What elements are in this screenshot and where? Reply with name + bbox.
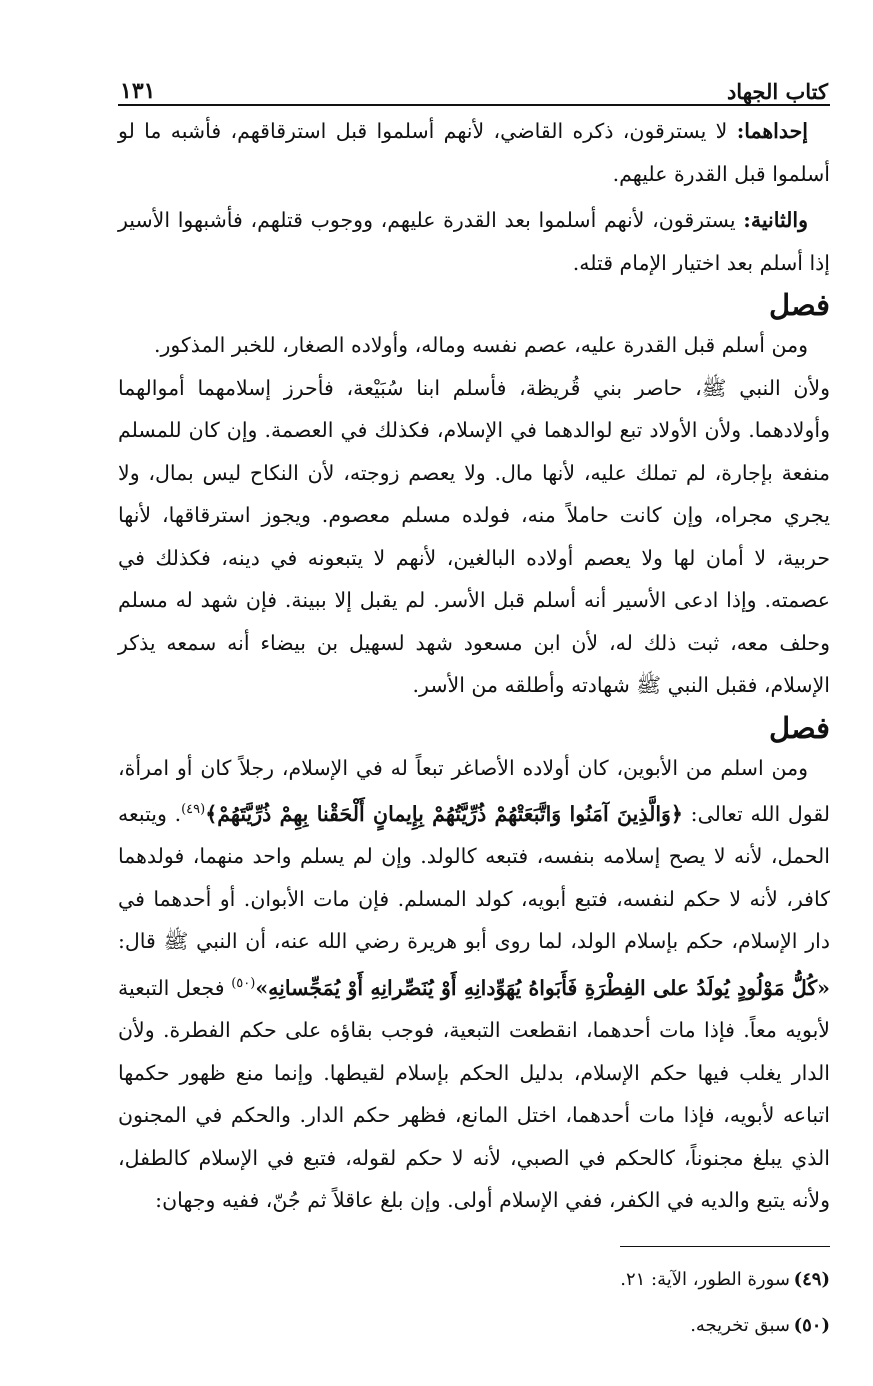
section2-text-middle: . ويتبعه الحمل، لأنه لا يصح إسلامه بنفسه، فتبعه كالولد. وإن لم يسلم واحد منهما، فولدهما كافر، لأنه لا حكم لنفسه، فتبع أبويه، كولد المسلم. فإن مات الأبوان. أو أحدهما في دار الإسلام، حكم بإسلام الولد، لما روى أبو هريرة رضي الله عنه، أن النبي ﷺ قال: [118, 801, 830, 954]
body-text [118, 110, 830, 1222]
footnote-text: سورة الطور، الآية: ٢١. [620, 1268, 790, 1290]
footnote-text: سبق تخريجه. [690, 1314, 790, 1336]
section2-paragraph [118, 747, 830, 1222]
paragraph-first-opinion [118, 110, 830, 195]
page-number: ١٣١ [120, 78, 156, 104]
first-opinion-lead: إحداهما: [736, 119, 808, 143]
second-opinion-lead: والثانية: [743, 208, 808, 232]
footnote-ref-50[interactable]: (٥٠) [231, 975, 256, 991]
section1-paragraph-1: ومن أسلم قبل القدرة عليه، عصم نفسه وماله، وأولاده الصغار، للخبر المذكور. [154, 333, 808, 357]
running-title: كتاب الجهاد [726, 79, 828, 104]
footnote-number: (٤٩) [793, 1268, 830, 1290]
section-heading-2: فصل [769, 710, 830, 745]
hadith-quote: «كُلُّ مَوْلُودٍ يُولَدُ على الفِطْرَةِ فَأَبَواهُ يُهَوِّدانِهِ أَوْ يُنَصِّرانِهِ أَوْ يُمَجِّسانِهِ» [255, 975, 830, 1000]
section2-text-end: فجعل التبعية لأبويه معاً. فإذا مات أحدهما، انقطعت التبعية، فوجب بقاؤه على حكم الفطرة. ولأن الدار يغلب فيها حكم الإسلام، بدليل الحكم بإسلام لقيطها. وإنما منع ظهور حكمها اتباعه لأبويه، فإذا مات أحدهما، اختل المانع، فظهر حكم الدار. والحكم في المجنون الذي يبلغ مجنوناً، كالحكم في الصبي، لأنه لا حكم لقوله، فتبع في الإسلام كالطفل، ولأنه يتبع والديه في الكفر، ففي الإسلام أولى. وإن بلغ عاقلاً ثم جُنّ، ففيه وجهان: [118, 975, 830, 1213]
section-heading-1: فصل [769, 288, 830, 322]
footnote-50 [118, 1303, 830, 1349]
section1-paragraph-2: ولأن النبي ﷺ، حاصر بني قُريظة، فأسلم ابنا سُبَيْعة، فأحرز إسلامهما أموالهما وأولادهما. ولأن الأولاد تبع لوالدهما في الإسلام، فكذلك في العصمة. وإن كان للمسلم منفعة بإجارة، لم تملك عليه، لأنها مال. ولا يعصم زوجته، لأن النكاح ليس بمال، ولا يجري مجراه، وإن كانت حاملاً منه، فولده مسلم معصوم. ويجوز استرقاقها، لأنها حربية، لا أمان لها ولا يعصم أولاده البالغين، لأنهم لا يتبعونه في دينه، فكذلك في عصمته. وإذا ادعى الأسير أنه أسلم قبل الأسر. لم يقبل إلا ببينة. فإن شهد له مسلم وحلف معه، ثبت ذلك له، لأن ابن مسعود شهد لسهيل بن بيضاء أنه سمعه يذكر الإسلام، فقبل النبي ﷺ شهادته وأطلقه من الأسر. [118, 375, 830, 697]
footnote-49 [118, 1257, 830, 1303]
footnote-ref-49[interactable]: (٤٩) [181, 802, 206, 817]
quran-verse: ﴿وَالَّذِينَ آمَنُوا وَاتَّبَعَتْهُمْ ذُرِّيَّتُهُمْ بِإِيمانٍ أَلْحَقْنا بِهِمْ ذُرِّيَّتَهُمْ﴾ [205, 801, 683, 826]
footnote-number: (٥٠) [793, 1314, 830, 1336]
section2-text-before: ومن اسلم من الأبوين، كان أولاده الأصاغر تبعاً له في الإسلام، رجلاً كان أو امرأة، لقول الله تعالى: [118, 755, 831, 826]
footnotes [118, 1246, 830, 1349]
first-opinion-text: لا يسترقون، ذكره القاضي، لأنهم أسلموا قبل استرقاقهم، فأشبه ما لو أسلموا قبل القدرة عليهم. [118, 119, 830, 186]
footnote-divider [620, 1246, 830, 1247]
book-page [118, 62, 830, 1349]
page-header [118, 62, 830, 106]
paragraph-second-opinion [118, 199, 830, 284]
second-opinion-text: يسترقون، لأنهم أسلموا بعد القدرة عليهم، ووجوب قتلهم، فأشبهوا الأسير إذا أسلم بعد اختيار الإمام قتله. [118, 208, 830, 275]
